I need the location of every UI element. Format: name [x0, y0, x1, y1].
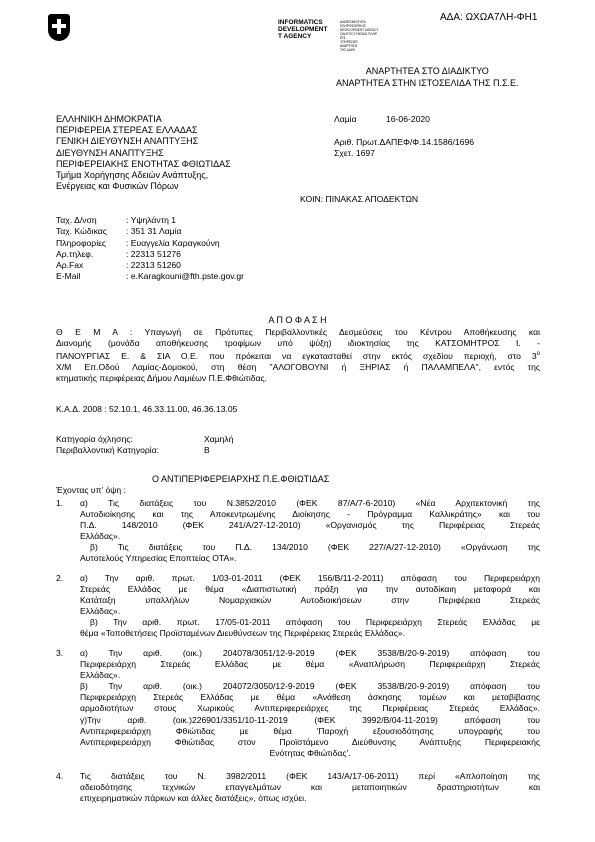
protocol-number: Αριθ. Πρωτ.ΔΑΠΕΦ/Φ.14.1586/1696 [334, 137, 475, 147]
environmental-category-label: Περιβαλλοντική Κατηγορία: [56, 445, 160, 455]
ida-logo-small-text: ΔΙΑΘΕΣΙΜΟΤΗΤΑ ΠΛΗΡΟΦΟΡΙΚΗΣ DEVELOPMENT AGENCY ΟΔΗΓΟΣ ΣΥΝΟΔΟ ΠΛΗΡ. ΕΠΙ ΥΠΗΡΕΣΙΕΣ ΑΝΑΡΤΗΣΗ ΤΗΣ ΔΙΑΦ. [340, 20, 379, 52]
ada-code: ΑΔΑ: ΩΧΩΑ7ΛΗ-ΦΗ1 [440, 12, 538, 23]
ida-logo-text: INFORMATICS DEVELOPMENT T AGENCY [278, 19, 328, 40]
list-item: Τις διατάξεις του Ν. 3982/2011 (ΦΕΚ 143/Α/17-06-2011) περί «Απλοποίηση της αδειοδότησης τεχνικών επαγγελμάτων και μεταποιητικών δραστηριοτήτων και επιχειρηματικών πάρκων και άλλες διατάξεις», όπως ισχύει. [80, 771, 540, 804]
environmental-category-value: Β [204, 445, 210, 455]
document-date: 16-06-2020 [386, 114, 430, 124]
sender-block: ΕΛΛΗΝΙΚΗ ΔΗΜΟΚΡΑΤΙΑ ΠΕΡΙΦΕΡΕΙΑ ΣΤΕΡΕΑΣ ΕΛΛΑΔΑΣ ΓΕΝΙΚΗ ΔΙΕΥΘΥΝΣΗ ΑΝΑΠΤΥΞΗΣ ΔΙΕΥΘΥΝΣΗ ΑΝΑΠΤΥΞΗΣ ΠΕΡΙΦΕΡΕΙΑΚΗΣ ΕΝΟΤΗΤΑΣ ΦΘΙΩΤΙΔΑΣ Τμήμα Χορήγησης Αδειών Ανάπτυξης, Ενέργειας και Φυσικών Πόρων [56, 114, 231, 192]
related-number: Σχετ. 1697 [334, 148, 375, 158]
nuisance-category-value: Χαμηλή [204, 434, 234, 444]
recipients-note: ΚΟΙΝ: ΠΙΝΑΚΑΣ ΑΠΟΔΕΚΤΩΝ [300, 194, 419, 204]
item-number: 2. [56, 573, 64, 583]
item-number: 3. [56, 648, 64, 658]
item-number: 1. [56, 498, 64, 508]
list-item: α) Την αριθ. (οικ.) 204078/3051/12-9-2019 (ΦΕΚ 3538/Β/20-9-2019) απόφαση του Περιφερειάρχη Στερεάς Ελλάδας με θέμα «Αναπλήρωση Περιφερειάρχη Στερεάς Ελλάδας». β) Την αριθ. (οικ.) 204072/3050/12-9-2019 (ΦΕΚ 3538/Β/20-9-2019) απόφαση του Περιφερειάρχη Στερεάς Ελλάδας με θέμα «Ανάθεση άσκησης τομέων και μεταβίβασης αρμοδιοτήτων στους Χωρικούς Αντιπεριφερειάρχες της Περιφέρειας Στερεάς Ελλάδας». γ)Την αριθ. (οικ.)226901/3351/10-11-2019 (ΦΕΚ 3992/Β/04-11-2019) απόφαση του Αντιπεριφερειάρχη Φθιώτιδας με θέμα 'Παροχή εξουσιοδότησης υπογραφής του Αντιπεριφερειάρχη Φθιώτιδας στον Προϊστάμενο Διεύθυνσης Ανάπτυξης Περιφερειακής Ενότητας Φθιώτιδας'. [80, 648, 540, 758]
contact-block: Ταχ. Δ/νση : Υψηλάντη 1 Ταχ. Κώδικας : 351 31 Λαμία Πληροφορίες : Ευαγγελία Καραγκούνη Αρ.τηλεφ. : 22313 51276 Αρ.Fax : 22313 51260 E-Mail : e.Karagkouni@fth.pste.gov.gr [56, 215, 244, 282]
having-considered: Έχοντας υπ’ όψη : [56, 485, 126, 495]
kad-codes: Κ.Α.Δ. 2008 : 52.10.1, 46.33.11.00, 46.36.13.05 [56, 404, 238, 414]
list-item: α) Τις διατάξεις του Ν.3852/2010 (ΦΕΚ 87/Α/7-6-2010) «Νέα Αρχιτεκτονική της Αυτοδιοίκησης και της Αποκεντρωμένης Διοίκησης - Πρόγραμμα Καλλικράτης» και του Π.Δ. 148/2010 (ΦΕΚ 241/Α/27-12-2010) «Οργανισμός της Περιφέρειας Στερεάς Ελλάδας». β) Τις διατάξεις του Π.Δ. 134/2010 (ΦΕΚ 227/Α/27-12-2010) «Οργάνωση της Αυτοτελούς Υπηρεσίας Εποπτείας ΟΤΑ». [80, 498, 540, 564]
item-number: 4. [56, 771, 64, 781]
decision-title: Α Π Ο Φ Α Σ Η [268, 315, 327, 325]
list-item: α) Την αριθ. πρωτ. 1/03-01-2011 (ΦΕΚ 156/Β/11-2-2011) απόφαση του Περιφερειάρχη Στερεάς Ελλάδας με θέμα «Διαπιστωτική πράξη για την αυτοδίκαιη μεταφορά και Κατάταξη υπαλλήλων Νομαρχιακών Αυτοδιοικήσεων στην Περιφέρεια Στερεάς Ελλάδας». β) Την αριθ. πρωτ. 17/05-01-2011 απόφαση του Περιφερειάρχη Στερεάς Ελλάδας με θέμα «Τοποθετήσεις Προϊσταμένων Διευθύνσεων της Περιφέρειας Στερεάς Ελλάδας». [80, 573, 540, 639]
greek-coat-of-arms-icon [48, 14, 70, 41]
nuisance-category-label: Κατηγορία όχλησης: [56, 434, 133, 444]
decision-subject: Θ Ε Μ Α : Υπαγωγή σε Πρότυπες Περιβαλλοντικές Δεσμεύσεις του Κέντρου Αποθήκευσης και Διανομής (μονάδα αποθήκευσης τροφίμων υπό ψύξη) ιδιοκτησίας της ΚΑΤΣΟΜΗΤΡΟΣ Ι. - ΠΑΝΟΥΡΓΙΑΣ Ε. & ΣΙΑ Ο.Ε. που πρόκειται να εγκατασταθεί στην εκτός σχεδίου περιοχή, στο $3^o$ Χ/Μ Επ.Οδού Λαμίας-Δομοκού, στη θέση "ΑΛΟΓΟΒΟΥΝΙ ή ΞΗΡΙΑΣ ή ΠΑΛΑΜΠΕΛΑ", εντός της κτηματικής περιφέρειας Δήμου Λαμιέων Π.Ε.Φθιώτιδας. [56, 327, 540, 384]
authority-heading: Ο ΑΝΤΙΠΕΡΙΦΕΡΕΙΑΡΧΗΣ Π.Ε.ΦΘΙΩΤΙΔΑΣ [152, 474, 330, 484]
date-place: Λαμία [334, 114, 357, 124]
posting-notice: ΑΝΑΡΤΗΤΕΑ ΣΤΟ ΔΙΑΔΙΚΤΥΟ ΑΝΑΡΤΗΤΕΑ ΣΤΗΝ ΙΣΤΟΣΕΛΙΔΑ ΤΗΣ Π.Σ.Ε. [336, 66, 519, 88]
